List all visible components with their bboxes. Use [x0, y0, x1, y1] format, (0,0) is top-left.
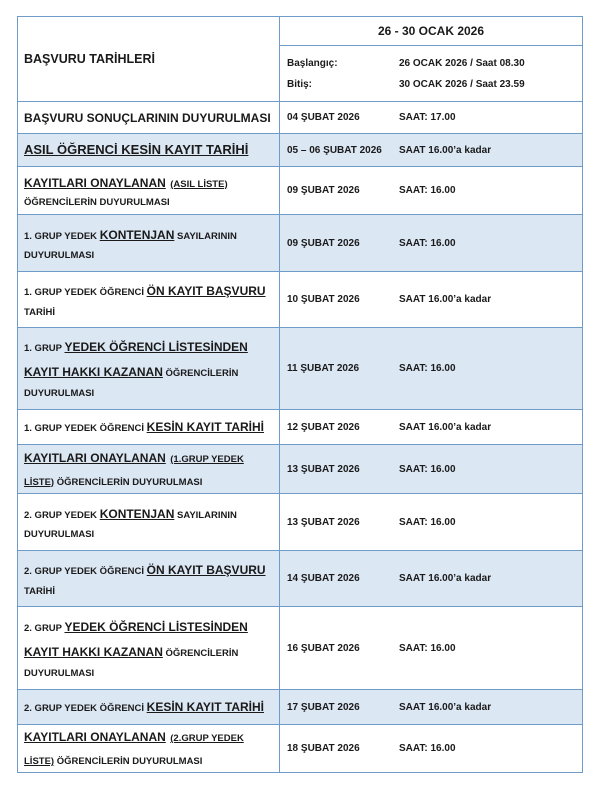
event-date: 13 ŞUBAT 2026: [287, 516, 360, 528]
event-text: SAYILARININ: [174, 230, 237, 242]
event-time: SAAT: 16.00: [399, 463, 456, 475]
schedule-row: [18, 215, 583, 272]
event-text: KAYITLARI ONAYLANAN: [24, 175, 166, 190]
schedule-row: [18, 102, 583, 134]
event-text: KAYITLARI ONAYLANAN: [24, 730, 166, 744]
event-cell: [18, 445, 280, 494]
event-date: 09 ŞUBAT 2026: [287, 185, 360, 196]
event-time: SAAT: 16.00: [399, 237, 456, 249]
event-text: KESİN KAYIT TARİHİ: [146, 700, 265, 714]
event-text: 2. GRUP: [24, 622, 65, 634]
event-time: SAAT: 16.00: [399, 516, 456, 528]
event-text: ÖN KAYIT BAŞVURU: [146, 562, 266, 577]
start-line: [280, 58, 582, 69]
event-cell: [18, 134, 280, 167]
datetime-cell: [280, 725, 583, 773]
event-text: (ASIL LİSTE): [170, 178, 228, 190]
datetime-cell: [280, 551, 583, 607]
event-text: ASIL ÖĞRENCİ KESİN KAYIT TARİHİ: [24, 142, 249, 157]
event-time: SAAT: 16.00: [399, 185, 456, 196]
header-period-cell: [280, 46, 583, 102]
event-date: 11 ŞUBAT 2026: [287, 363, 360, 374]
event-time: SAAT 16.00’a kadar: [399, 144, 492, 156]
event-text: YEDEK ÖĞRENCİ LİSTESİNDEN: [64, 340, 248, 354]
schedule-row: [18, 690, 583, 725]
event-text: 1. GRUP YEDEK ÖĞRENCİ: [24, 286, 147, 298]
schedule-row: [18, 494, 583, 551]
datetime-cell: [280, 328, 583, 410]
event-text: DUYURULMASI: [24, 388, 95, 399]
application-schedule-table: [17, 16, 583, 773]
event-text: 1. GRUP: [24, 343, 65, 354]
event-date: 13 ŞUBAT 2026: [287, 463, 360, 475]
event-date: 05 – 06 ŞUBAT 2026: [287, 144, 382, 156]
start-label: Başlangıç:: [287, 57, 338, 69]
event-cell: [18, 272, 280, 328]
event-text: ÖĞRENCİLERİN: [162, 647, 239, 659]
event-text: KESİN KAYIT TARİHİ: [146, 420, 265, 434]
event-time: SAAT: 16.00: [399, 642, 456, 654]
event-text: 1. GRUP YEDEK ÖĞRENCİ: [24, 423, 147, 434]
event-text: 2. GRUP YEDEK: [24, 509, 100, 521]
event-time: SAAT 16.00’a kadar: [399, 294, 492, 305]
header-title-cell: [18, 17, 280, 102]
event-time: SAAT: 16.00: [399, 743, 456, 754]
event-text: YEDEK ÖĞRENCİ LİSTESİNDEN: [64, 619, 248, 634]
event-time: SAAT 16.00’a kadar: [399, 701, 492, 713]
schedule-row: [18, 445, 583, 494]
event-text: KONTENJAN: [99, 506, 175, 521]
event-text: ÖĞRENCİLERİN DUYURULMASI: [54, 476, 203, 488]
event-cell: [18, 690, 280, 725]
event-date: 09 ŞUBAT 2026: [287, 237, 360, 249]
start-value: 26 OCAK 2026 / Saat 08.30: [399, 57, 525, 69]
datetime-cell: [280, 410, 583, 445]
event-cell: [18, 167, 280, 215]
event-text: ÖĞRENCİLERİN DUYURULMASI: [24, 196, 170, 208]
schedule-row: [18, 134, 583, 167]
event-text: KAYIT HAKKI KAZANAN: [24, 365, 163, 379]
header-title: BAŞVURU TARİHLERİ: [24, 52, 156, 66]
event-text: BAŞVURU SONUÇLARININ DUYURULMASI: [24, 110, 271, 125]
event-text: DUYURULMASI: [24, 528, 95, 540]
datetime-cell: [280, 272, 583, 328]
event-text: TARİHİ: [24, 585, 55, 597]
event-time: SAAT 16.00’a kadar: [399, 421, 492, 433]
datetime-cell: [280, 445, 583, 494]
event-date: 14 ŞUBAT 2026: [287, 573, 360, 584]
datetime-cell: [280, 134, 583, 167]
event-text: ÖN KAYIT BAŞVURU: [146, 283, 266, 298]
event-time: SAAT: 17.00: [399, 112, 456, 123]
event-text: ÖĞRENCİLERİN DUYURULMASI: [54, 756, 203, 767]
event-date: 12 ŞUBAT 2026: [287, 421, 360, 433]
event-text: LİSTE): [24, 756, 55, 767]
datetime-cell: [280, 215, 583, 272]
event-text: 2. GRUP YEDEK ÖĞRENCİ: [24, 703, 147, 714]
datetime-cell: [280, 102, 583, 134]
event-text: (2.GRUP YEDEK: [170, 733, 244, 744]
event-text: 1. GRUP YEDEK: [24, 230, 100, 242]
event-cell: [18, 551, 280, 607]
event-cell: [18, 102, 280, 134]
event-date: 18 ŞUBAT 2026: [287, 743, 360, 754]
event-time: SAAT 16.00’a kadar: [399, 573, 492, 584]
event-cell: [18, 410, 280, 445]
event-text: KAYITLARI ONAYLANAN: [24, 450, 166, 465]
event-cell: [18, 215, 280, 272]
schedule-row: [18, 328, 583, 410]
datetime-cell: [280, 167, 583, 215]
end-value: 30 OCAK 2026 / Saat 23.59: [399, 78, 525, 90]
event-cell: [18, 607, 280, 690]
event-text: (1.GRUP YEDEK: [170, 453, 244, 465]
header-row: [18, 17, 583, 46]
event-text: 2. GRUP YEDEK ÖĞRENCİ: [24, 565, 147, 577]
event-date: 17 ŞUBAT 2026: [287, 701, 360, 713]
header-range: 26 - 30 OCAK 2026: [280, 17, 583, 46]
event-cell: [18, 494, 280, 551]
event-date: 16 ŞUBAT 2026: [287, 642, 360, 654]
event-time: SAAT: 16.00: [399, 363, 456, 374]
schedule-row: [18, 725, 583, 773]
end-label: Bitiş:: [287, 78, 312, 90]
event-text: KAYIT HAKKI KAZANAN: [24, 644, 163, 659]
end-line: [280, 79, 582, 90]
event-date: 04 ŞUBAT 2026: [287, 112, 360, 123]
schedule-row: [18, 272, 583, 328]
schedule-row: [18, 551, 583, 607]
event-text: KONTENJAN: [99, 227, 175, 242]
datetime-cell: [280, 494, 583, 551]
schedule-row: [18, 410, 583, 445]
event-text: SAYILARININ: [174, 509, 237, 521]
event-text: DUYURULMASI: [24, 667, 95, 679]
event-text: TARİHİ: [24, 306, 55, 318]
event-cell: [18, 328, 280, 410]
event-cell: [18, 725, 280, 773]
event-text: LİSTE): [24, 476, 55, 488]
event-text: ÖĞRENCİLERİN: [162, 368, 239, 379]
event-date: 10 ŞUBAT 2026: [287, 294, 360, 305]
event-text: DUYURULMASI: [24, 249, 95, 261]
schedule-row: [18, 167, 583, 215]
schedule-row: [18, 607, 583, 690]
datetime-cell: [280, 607, 583, 690]
datetime-cell: [280, 690, 583, 725]
